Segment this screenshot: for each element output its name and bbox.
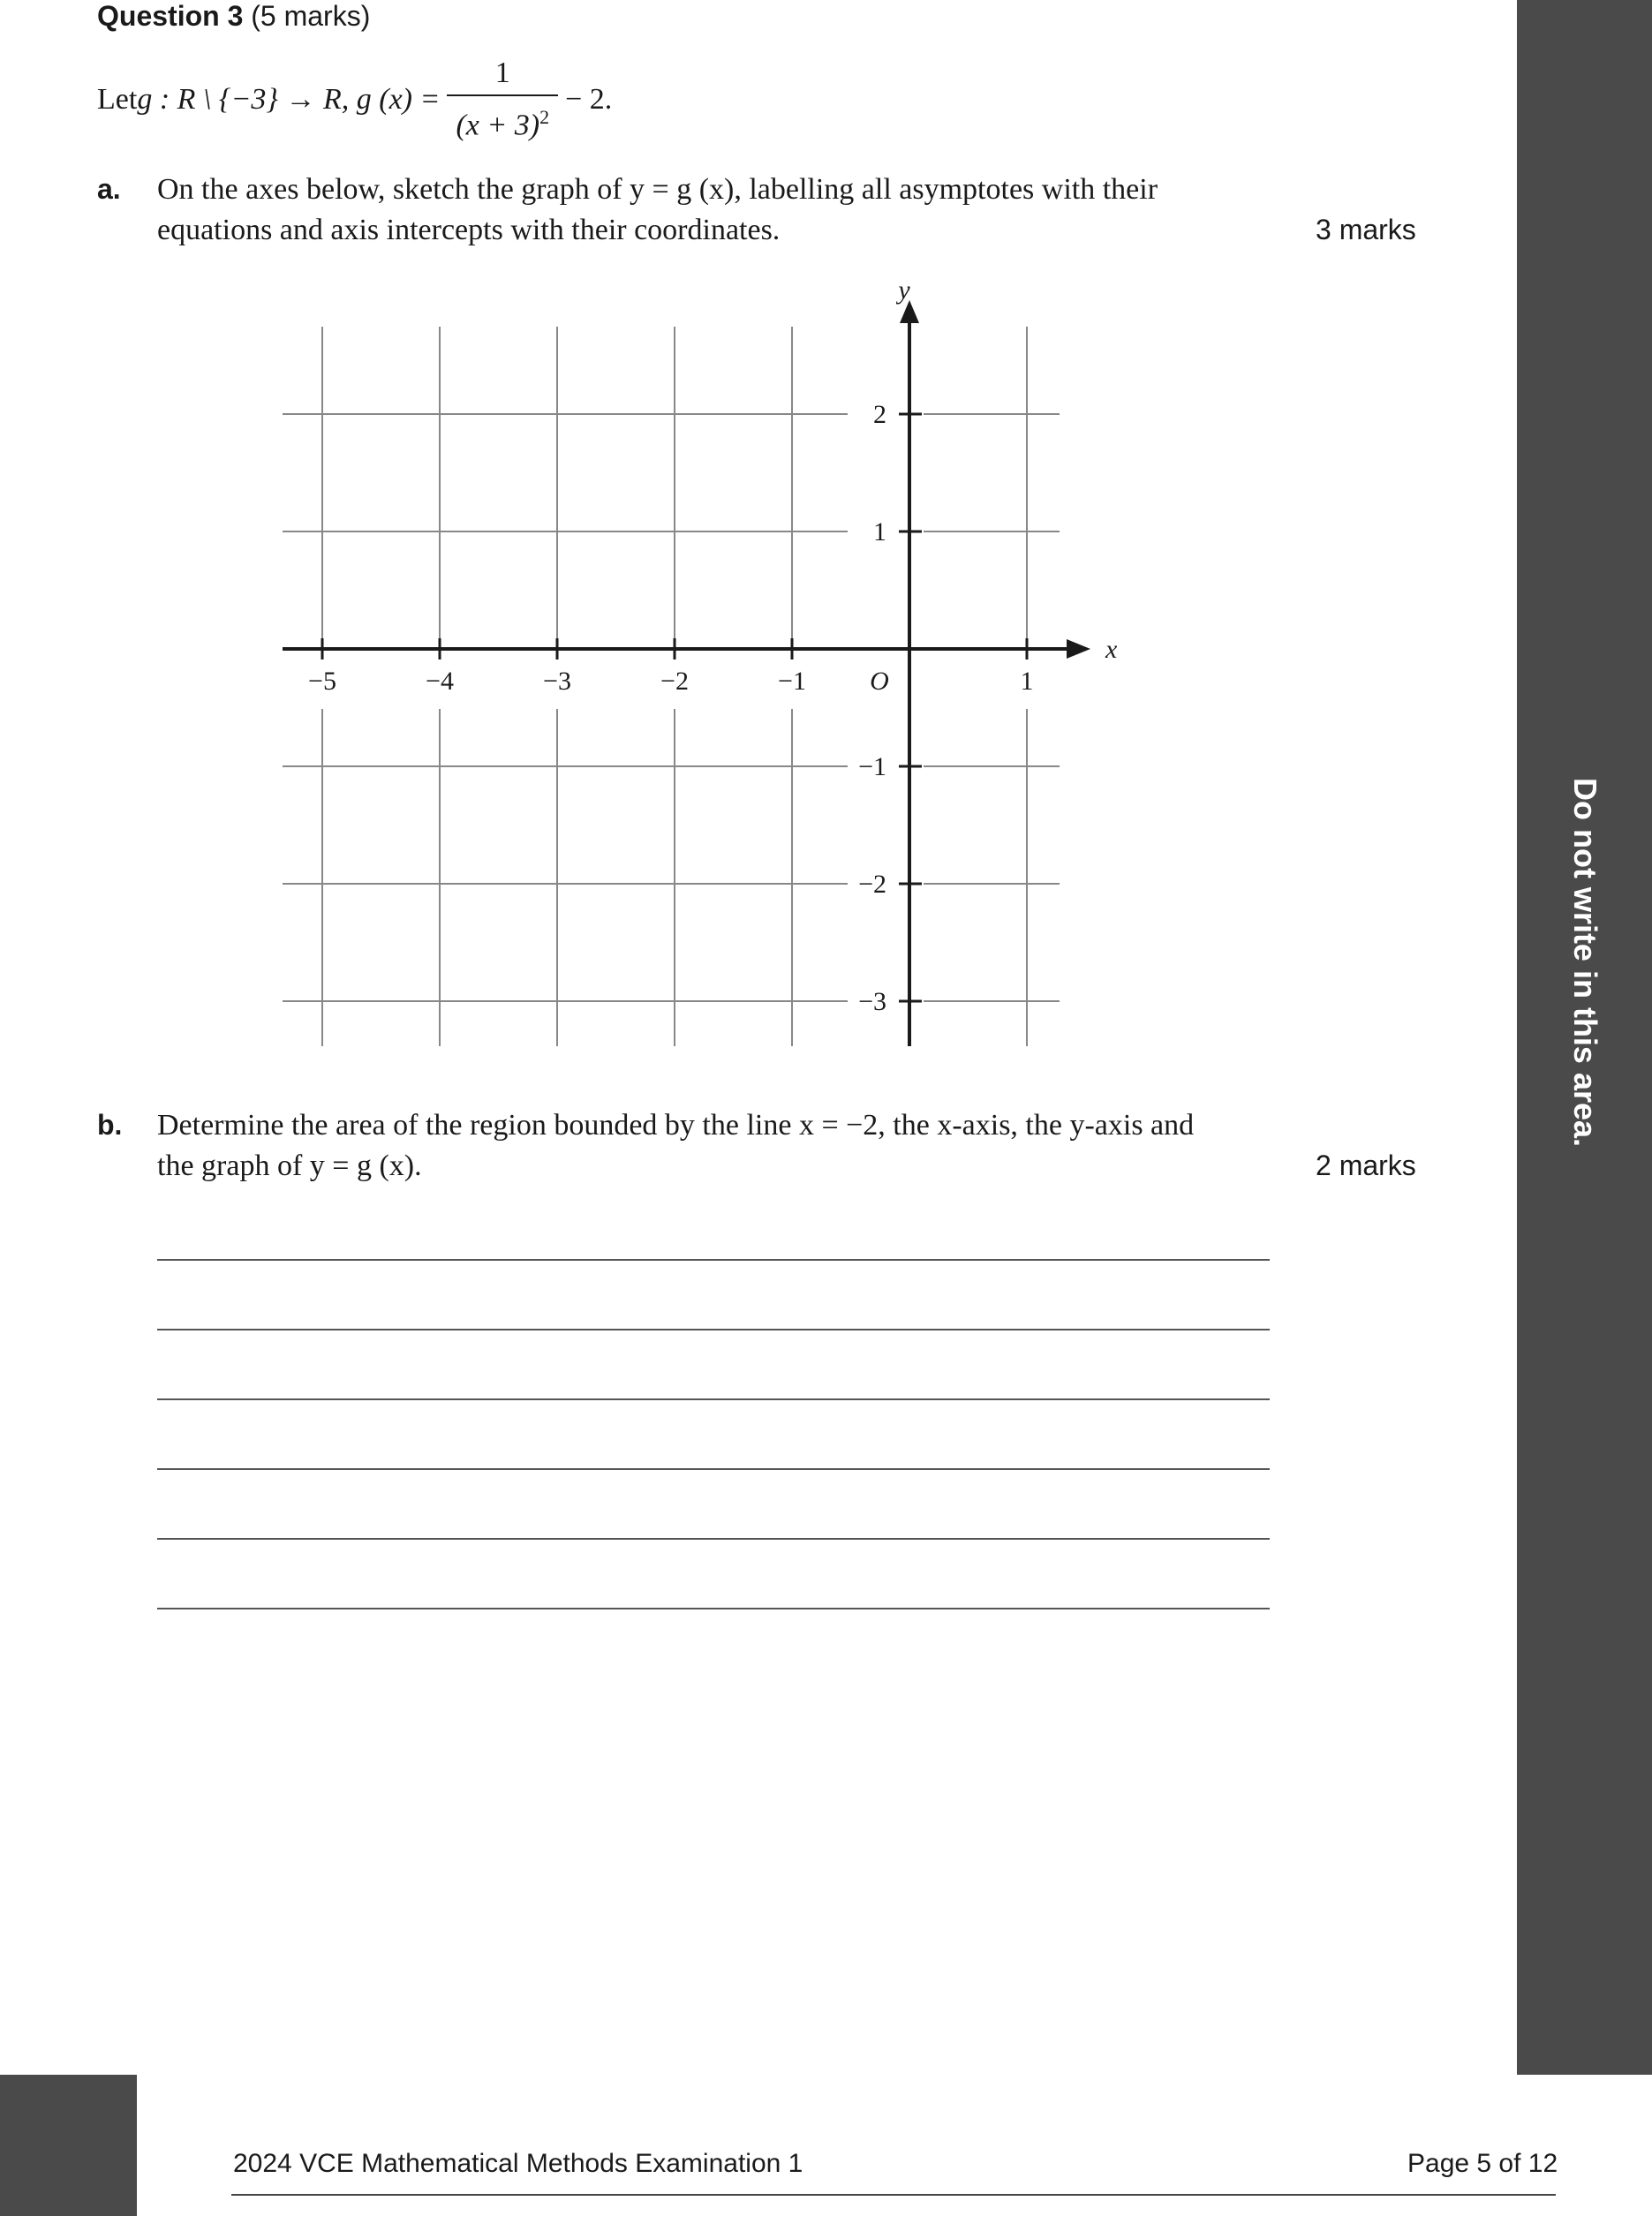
definition-fraction [447,57,558,141]
definition-mapping: g : R \ {−3} → R, g (x) = [137,83,441,116]
answer-line[interactable] [157,1329,1270,1330]
x-tick-label: −1 [778,667,806,696]
definition-prefix: Let [97,83,138,116]
y-tick-label: 2 [873,400,886,429]
part-a-label: a. [97,173,121,205]
part-a-line2: equations and axis intercepts with their coordinates. [157,214,781,246]
fraction-denominator: $(x + 3)^2$ [447,94,558,141]
corner-block [0,2075,137,2216]
part-b-marks: 2 marks [1316,1149,1416,1181]
definition-suffix: − 2. [565,83,613,116]
question-number: Question 3 [97,0,244,32]
origin-label: O [870,667,889,696]
denominator-exponent: 2 [539,106,550,129]
part-a-line1: On the axes below, sketch the graph of y = g (x), labelling all asymptotes with their [157,173,1158,206]
x-tick-label: −5 [308,667,336,696]
y-tick-label: 1 [873,517,886,546]
footer-exam-title: 2024 VCE Mathematical Methods Examination 1 [233,2149,803,2178]
answer-line[interactable] [157,1398,1270,1400]
fraction-numerator: 1 [494,57,510,90]
answer-line[interactable] [157,1608,1270,1609]
part-b-label: b. [97,1109,123,1141]
y-tick-label: −3 [858,987,886,1016]
do-not-write-sidebar [1517,0,1652,2075]
x-tick-label: −3 [543,667,571,696]
y-tick-label: −1 [858,752,886,781]
footer-page-number: Page 5 of 12 [1407,2149,1558,2178]
x-tick-label: −2 [660,667,689,696]
answer-line[interactable] [157,1259,1270,1261]
answer-line[interactable] [157,1538,1270,1540]
part-b-line2: the graph of y = g (x). [157,1149,422,1182]
footer-divider [231,2194,1556,2196]
y-tick-label: −2 [858,870,886,899]
question-heading [97,0,370,32]
function-definition [97,51,612,148]
x-tick-label: 1 [1020,667,1034,696]
x-axis-label: x [1105,635,1118,664]
y-axis-label: y [898,275,910,305]
sidebar-warning: Do not write in this area. [1566,777,1603,1148]
part-a-marks: 3 marks [1316,214,1416,245]
x-tick-label: −4 [426,667,454,696]
answer-line[interactable] [157,1468,1270,1470]
sketch-grid[interactable] [274,275,1118,1059]
question-marks-total: (5 marks) [243,0,371,32]
part-b-line1: Determine the area of the region bounded by the line x = −2, the x-axis, the y-axis and [157,1109,1195,1142]
x-axis-arrow [1067,639,1090,659]
